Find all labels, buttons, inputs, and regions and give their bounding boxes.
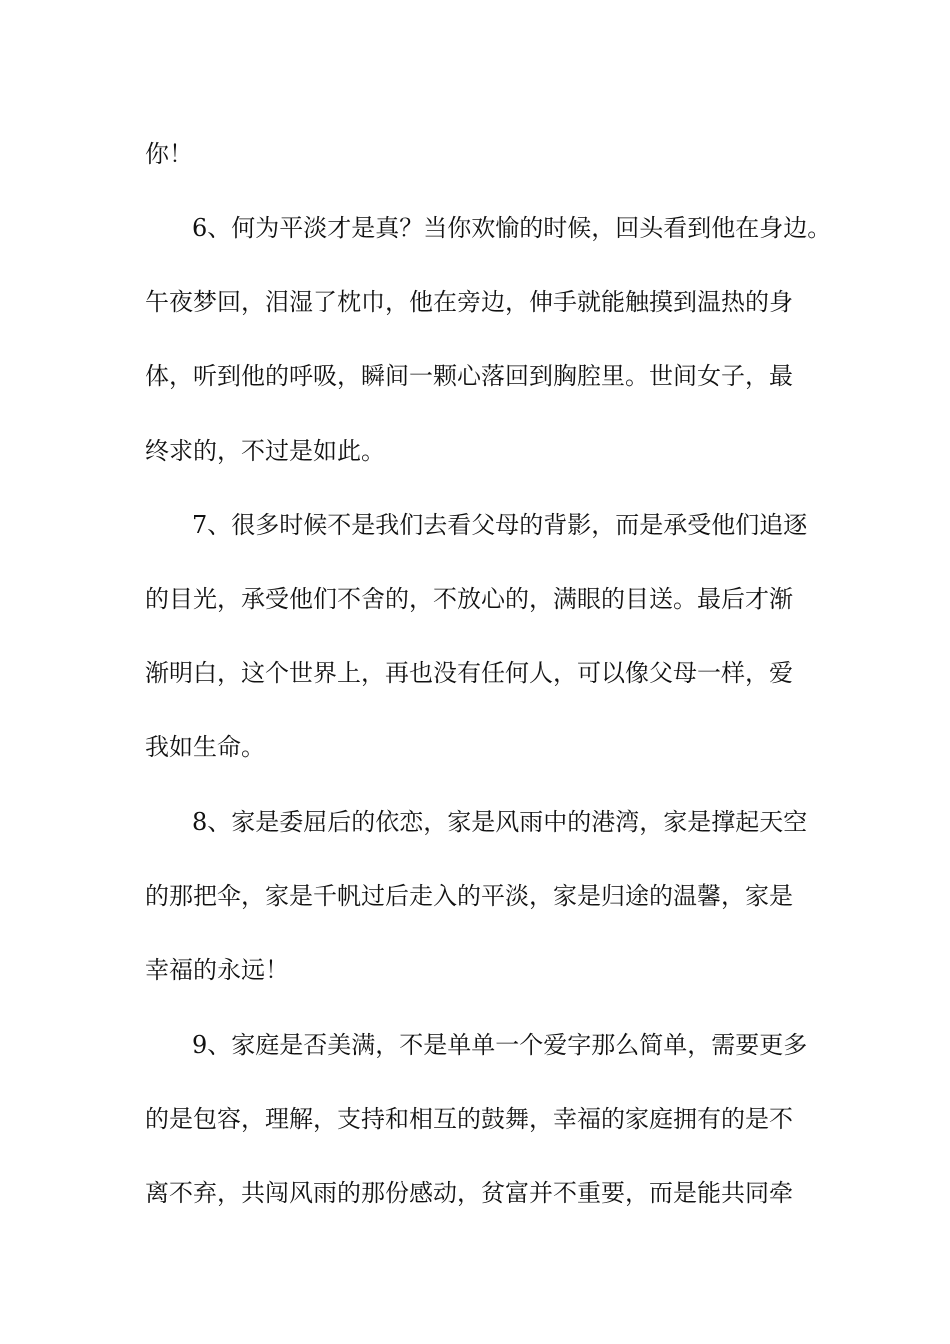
text-line: 渐明白，这个世界上，再也没有任何人，可以像父母一样，爱 (145, 659, 793, 687)
text-line: 的目光，承受他们不舍的，不放心的，满眼的目送。最后才渐 (145, 585, 793, 613)
text-line: 午夜梦回，泪湿了枕巾，他在旁边，伸手就能触摸到温热的身 (145, 288, 793, 316)
text-line: 终求的，不过是如此。 (145, 437, 385, 465)
paragraph-9-start: 9、家庭是否美满，不是单单一个爱字那么简单，需要更多 (192, 1031, 808, 1059)
text-line: 的那把伞，家是千帆过后走入的平淡，家是归途的温馨，家是 (145, 882, 793, 910)
text-line: 我如生命。 (145, 733, 265, 761)
paragraph-7-start: 7、很多时候不是我们去看父母的背影，而是承受他们追逐 (192, 511, 808, 539)
text-line: 离不弃，共闯风雨的那份感动，贫富并不重要，而是能共同牵 (145, 1179, 793, 1207)
paragraph-8-start: 8、家是委屈后的依恋，家是风雨中的港湾，家是撑起天空 (192, 808, 808, 836)
text-line: 你！ (145, 140, 193, 168)
text-line: 幸福的永远！ (145, 956, 289, 984)
text-line: 的是包容，理解，支持和相互的鼓舞，幸福的家庭拥有的是不 (145, 1105, 793, 1133)
text-line: 体，听到他的呼吸，瞬间一颗心落回到胸腔里。世间女子，最 (145, 362, 793, 390)
paragraph-6-start: 6、何为平淡才是真？当你欢愉的时候，回头看到他在身边。 (192, 214, 832, 242)
